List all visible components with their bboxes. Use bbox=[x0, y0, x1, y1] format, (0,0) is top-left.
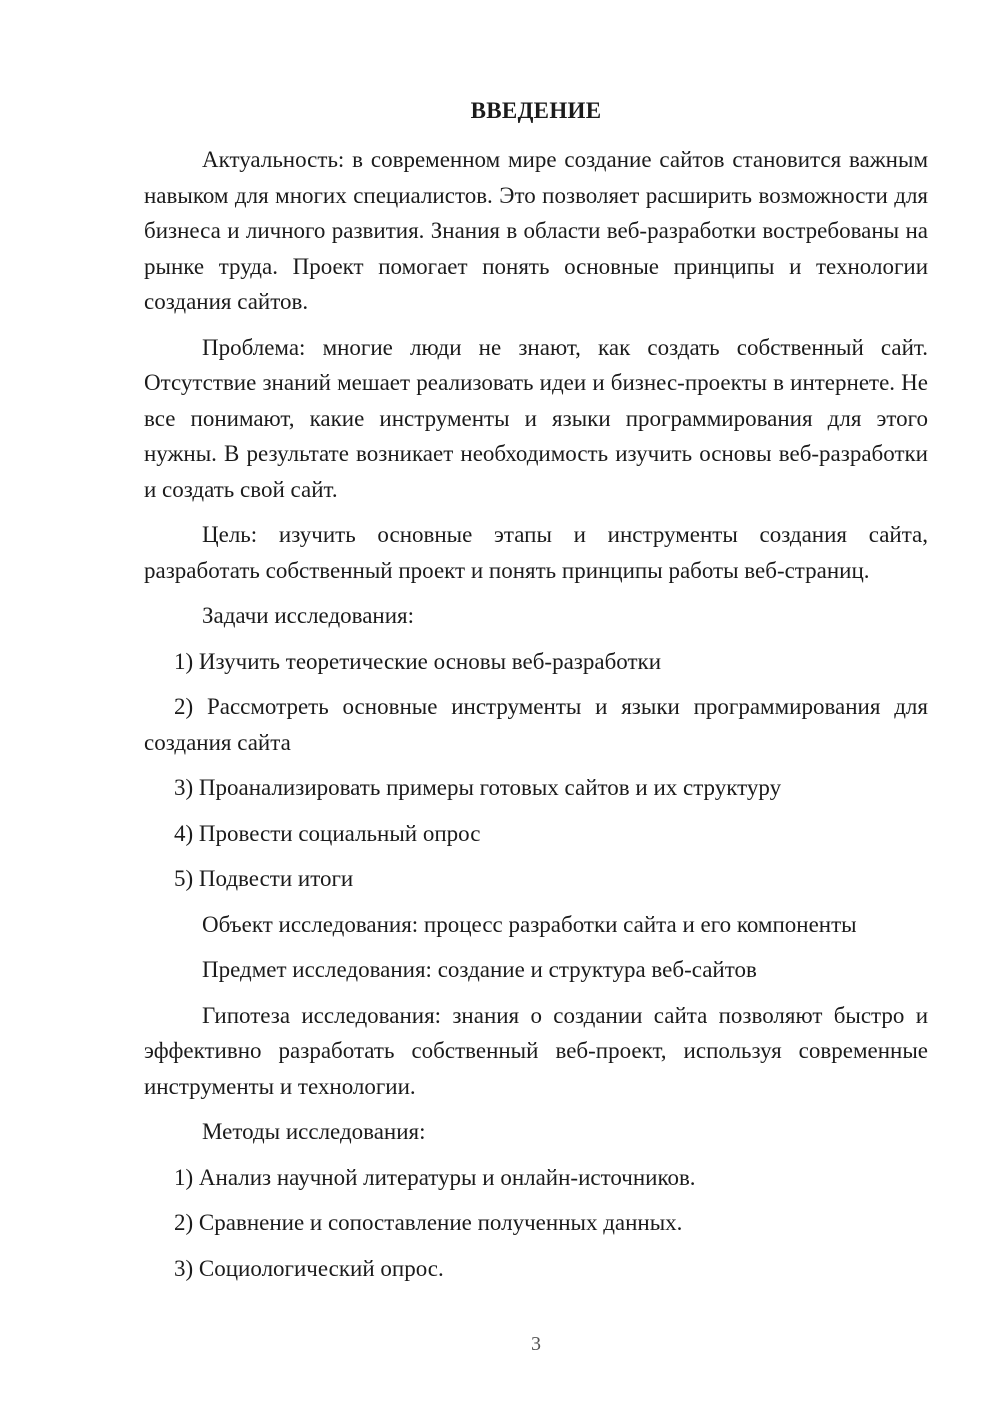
method-item: 3) Социологический опрос. bbox=[174, 1255, 444, 1281]
relevance-paragraph: Актуальность: в современном мире создание сайтов становится важным навыком для многих специалистов. Это позволяет расширить возможности для бизнеса и личного развития. Знания в области веб-разработки востребованы на рынке труда. Проект помогает понять основные принципы и технологии создания сайтов. bbox=[144, 147, 928, 314]
tasks-heading: Задачи исследования: bbox=[202, 603, 415, 628]
task-item: 5) Подвести итоги bbox=[174, 866, 354, 891]
task-item: 4) Провести социальный опрос bbox=[174, 820, 481, 846]
object-line: Объект исследования: процесс разработки сайта и его компоненты bbox=[202, 911, 857, 937]
goal-paragraph: Цель: изучить основные этапы и инструменты создания сайта, разработать собственный проект и понять принципы работы веб-страниц. bbox=[144, 522, 928, 583]
hypothesis-paragraph: Гипотеза исследования: знания о создании сайта позволяют быстро и эффективно разработать собственный веб-проект, используя современные инструменты и технологии. bbox=[144, 1002, 928, 1099]
task-item: 3) Проанализировать примеры готовых сайтов и их структуру bbox=[174, 775, 782, 800]
page-number: 3 bbox=[531, 1333, 541, 1355]
methods-heading: Методы исследования: bbox=[202, 1119, 426, 1144]
method-item: 2) Сравнение и сопоставление полученных данных. bbox=[174, 1210, 683, 1235]
subject-line: Предмет исследования: создание и структура веб-сайтов bbox=[202, 957, 757, 982]
page-title: ВВЕДЕНИЕ bbox=[470, 98, 602, 123]
task-item: 1) Изучить теоретические основы веб-разработки bbox=[174, 648, 661, 674]
page-content bbox=[144, 96, 928, 1296]
task-item: 2) Рассмотреть основные инструменты и языки программирования для создания сайта bbox=[144, 694, 928, 755]
method-item: 1) Анализ научной литературы и онлайн-источников. bbox=[174, 1164, 696, 1190]
problem-paragraph: Проблема: многие люди не знают, как создать собственный сайт. Отсутствие знаний мешает реализовать идеи и бизнес-проекты в интернете. Не все понимают, какие инструменты и языки программирования для этого нужны. В результате возникает необходимость изучить основы веб-разработки и создать свой сайт. bbox=[144, 334, 928, 502]
